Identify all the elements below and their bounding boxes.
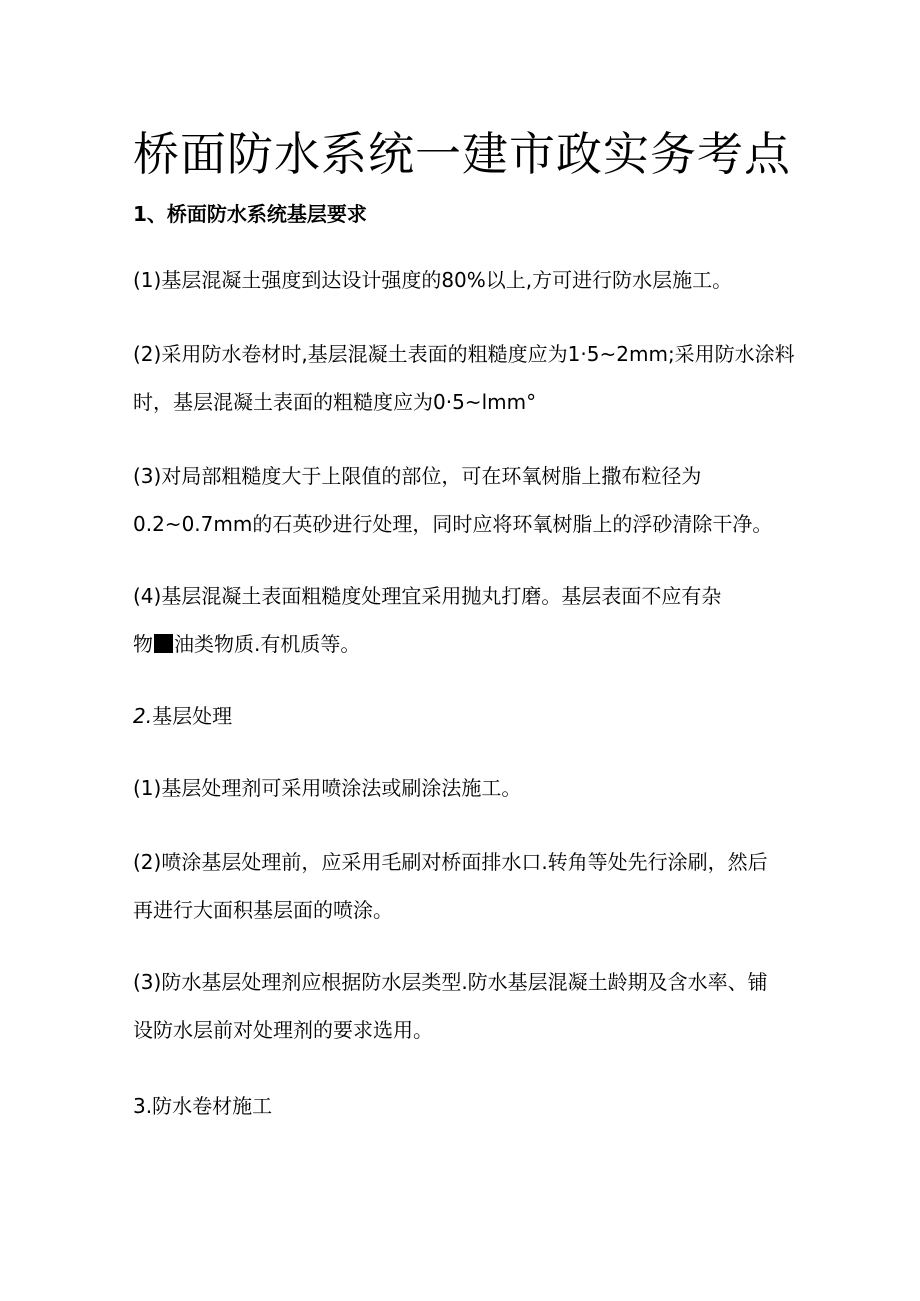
section-2-item-3-line-1: (3)防水基层处理剂应根据防水层类型.防水基层混凝土龄期及含水率、铺 (133, 970, 768, 994)
section-1-item-2-line-1: (2)采用防水卷材时,基层混凝土表面的粗糙度应为1·5~2mm;采用防水涂料 (133, 342, 795, 366)
section-1-item-1: (1)基层混凝土强度到达设计强度的80%以上,方可进行防水层施工。 (133, 268, 733, 292)
document-title: 桥面防水系统一建市政实务考点 (133, 127, 791, 181)
section-1-item-3-line-2: 0.2~0.7mm的石英砂进行处理，同时应将环氧树脂上的浮砂清除干净。 (133, 512, 773, 536)
redaction-block-icon (154, 634, 173, 653)
section-1-item-4-line-2 (133, 630, 360, 658)
item-4-text-start: 物 (133, 632, 153, 656)
section-2-item-2-line-2: 再进行大面积基层面的喷涂。 (133, 898, 393, 922)
item-4-text-end: 油类物质.有机质等。 (174, 632, 361, 656)
section-2-heading (133, 702, 232, 730)
section-1-item-2-line-2: 时，基层混凝土表面的粗糙度应为0·5~lmm° (133, 390, 537, 414)
section-2-item-3-line-2: 设防水层前对处理剂的要求选用。 (133, 1018, 433, 1042)
section-2-item-1: (1)基层处理剂可采用喷涂法或刷涂法施工。 (133, 776, 522, 800)
section-1-item-3-line-1: (3)对局部粗糙度大于上限值的部位，可在环氧树脂上撒布粒径为 (133, 464, 702, 488)
section-2-heading-text: 基层处理 (152, 704, 233, 728)
section-2-item-2-line-1: (2)喷涂基层处理前，应采用毛刷对桥面排水口.转角等处先行涂刷，然后 (133, 850, 768, 874)
section-2-number: 2. (133, 704, 153, 728)
section-1-item-4-line-1: (4)基层混凝土表面粗糙度处理宜采用抛丸打磨。基层表面不应有杂 (133, 584, 722, 608)
section-1-heading: 1、桥面防水系统基层要求 (133, 202, 367, 226)
section-3-heading: 3.防水卷材施工 (133, 1094, 273, 1118)
